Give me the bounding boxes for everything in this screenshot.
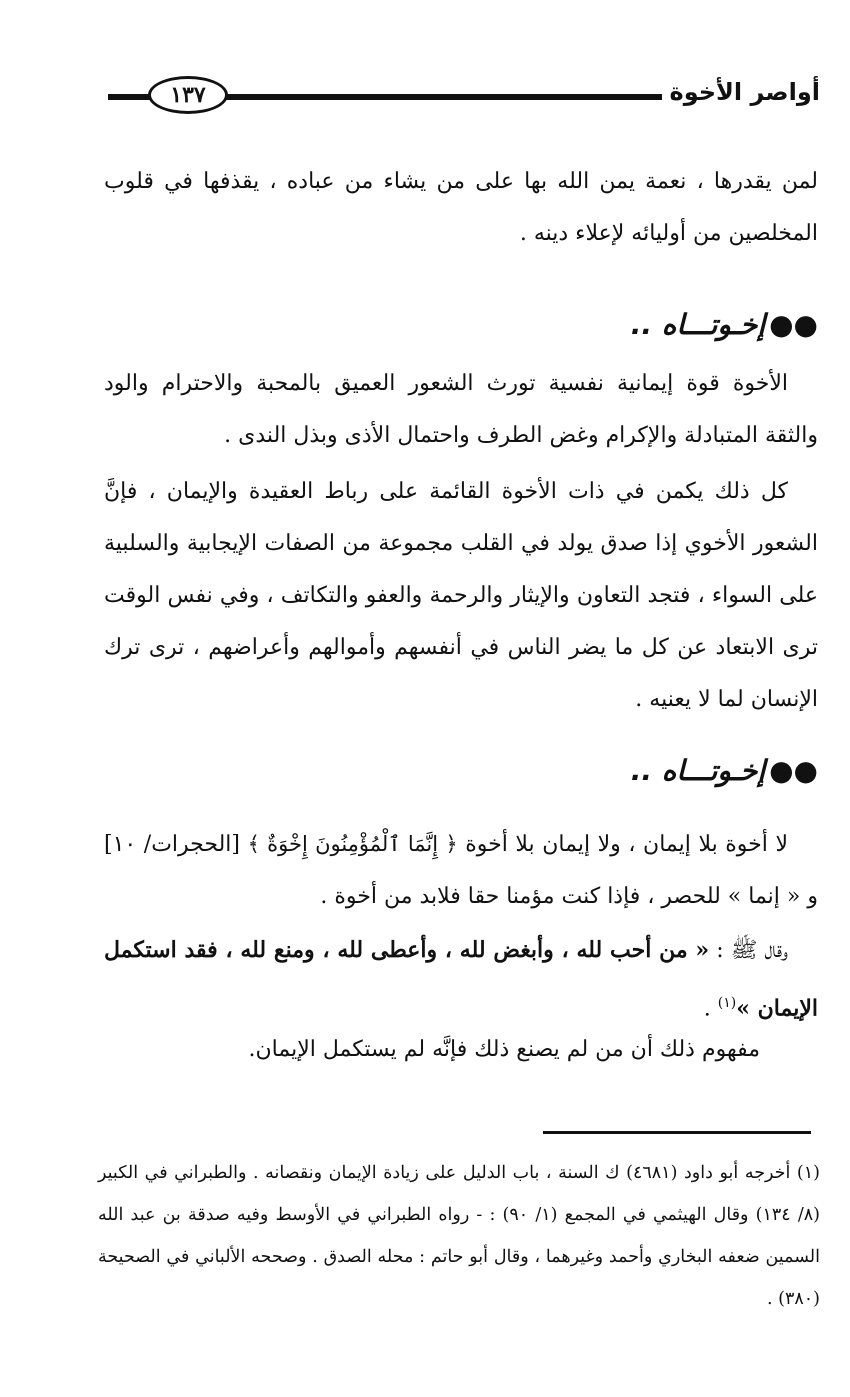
header-rule-left	[108, 94, 148, 100]
page-header	[108, 74, 820, 118]
footnotes	[98, 1152, 820, 1320]
footnote-1: (١) أخرجه أبو داود (٤٦٨١) ك السنة ، باب الدليل على زيادة الإيمان ونقصانه . والطبراني في الكبير (٨/ ١٣٤) وقال الهيثمي في المجمع (١/ ٩٠) : - رواه الطبراني في الأوسط وفيه صدقة بن عبد الله السمين ضعفه البخاري وأحمد وغيرهما ، وقال أبو حاتم : محله الصدق . وصححه الألباني في الصحيحة (٣٨٠) .	[98, 1163, 820, 1309]
bullet-icon: ●●	[769, 308, 818, 341]
bullet-icon: ●●	[769, 754, 818, 787]
footnote-divider	[543, 1131, 811, 1134]
footnote-marker: (١)	[717, 995, 737, 1011]
paragraph-2: الأخوة قوة إيمانية نفسية تورث الشعور العميق بالمحبة والاحترام والود والثقة المتبادلة والإكرام وغض الطرف واحتمال الأذى وبذل الندى .	[104, 371, 818, 448]
section-heading-2: ●●إخـوتـــاه ..	[630, 754, 818, 787]
text-segment: وقال ﷺ :	[709, 938, 788, 963]
hadith-text: « من أحب لله ، وأبغض لله ، وأعطى لله ، ومنع لله ، فقد استكمل الإيمان »	[104, 937, 818, 1022]
verse-reference: [الحجرات/ ١٠]	[104, 832, 240, 857]
page-number: ١٣٧	[148, 76, 228, 114]
text-segment: لا أخوة بلا إيمان ، ولا إيمان بلا أخوة	[465, 832, 788, 857]
running-title: أواصر الأخوة	[662, 78, 820, 106]
text-segment: و « إنما » للحصر ، فإذا كنت مؤمنا حقا فلابد من أخوة .	[320, 884, 818, 909]
section-heading-1: ●●إخـوتـــاه ..	[630, 308, 818, 341]
paragraph-6: مفهوم ذلك أن من لم يصنع ذلك فإنَّه لم يستكمل الإيمان.	[248, 1037, 760, 1062]
paragraph-5: وقال ﷺ : « من أحب لله ، وأبغض لله ، وأعطى لله ، ومنع لله ، فقد استكمل الإيمان »$^{(١)}$ .	[104, 937, 818, 1022]
paragraph-1: لمن يقدرها ، نعمة يمن الله بها على من يشاء من عباده ، يقذفها في قلوب المخلصين من أوليائه لإعلاء دينه .	[104, 169, 818, 246]
quran-verse: ﴿ إِنَّمَا ٱلْمُؤْمِنُونَ إِخْوَةٌ ﴾	[247, 832, 458, 856]
paragraph-4	[104, 818, 818, 923]
paragraph-3: كل ذلك يكمن في ذات الأخوة القائمة على رباط العقيدة والإيمان ، فإنَّ الشعور الأخوي إذا صدق يولد في القلب مجموعة من الصفات الإيجابية والسلبية على السواء ، فتجد التعاون والإيثار والرحمة والعفو والتكاتف ، وفي نفس الوقت ترى الابتعاد عن كل ما يضر الناس في أنفسهم وأموالهم وأعراضهم ، ترى ترك الإنسان لما لا يعنيه .	[104, 479, 818, 712]
